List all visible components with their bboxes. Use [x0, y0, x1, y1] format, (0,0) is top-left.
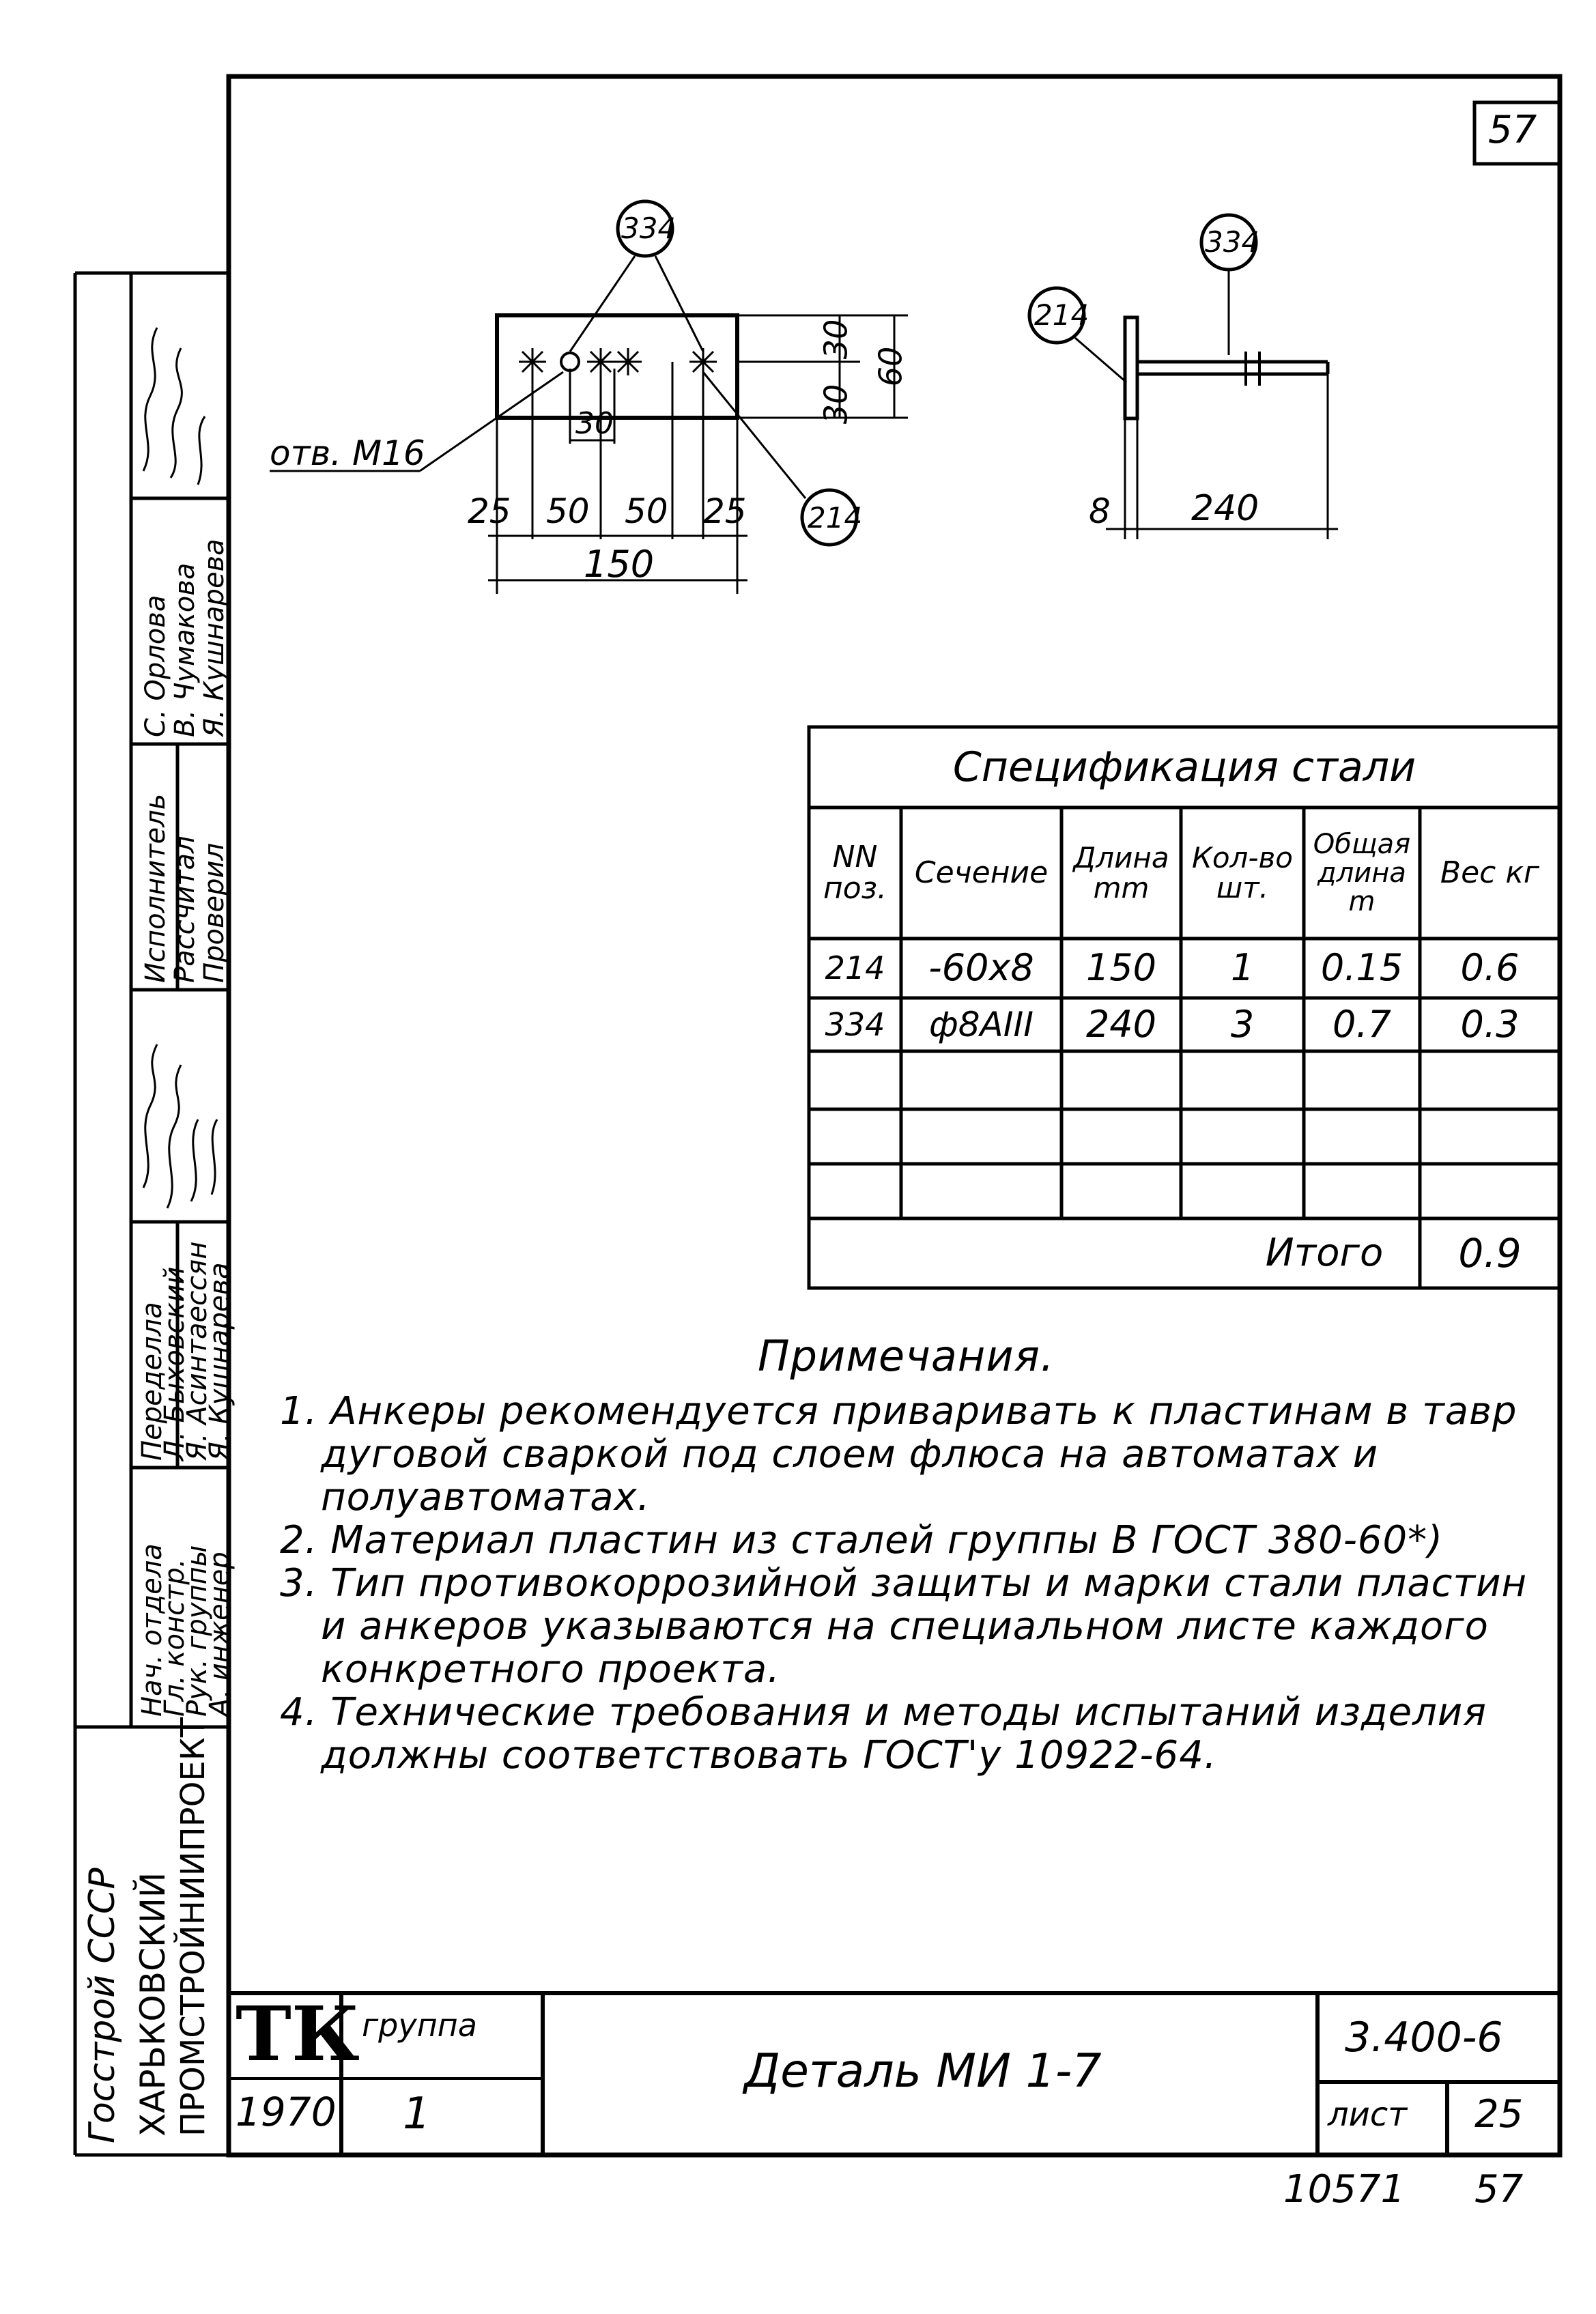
spec-row1-weight: 0.6 — [1460, 946, 1520, 990]
notes-title: Примечания. — [758, 1331, 1055, 1381]
stamp-name-3: Я. Асинтаессян — [182, 1241, 213, 1461]
stamp-role-1: Нач. отдела — [137, 1543, 168, 1717]
spec-header-qty: Кол-во шт. — [1192, 840, 1293, 904]
weld-marks — [519, 348, 717, 375]
dim-30-center: 30 — [575, 406, 614, 441]
spec-row2-pos: 334 — [825, 1005, 885, 1043]
note-line-7: конкретного проекта. — [321, 1647, 780, 1691]
spec-row1-pos: 214 — [825, 949, 885, 987]
bottom-page-number: 57 — [1474, 2167, 1524, 2212]
stamp-role-6: Рассчитал — [169, 835, 201, 983]
spec-total-value: 0.9 — [1458, 1229, 1522, 1276]
dim-8: 8 — [1089, 491, 1111, 531]
plate-view-lines — [270, 201, 908, 594]
callout-334-side-view: 334 — [1205, 225, 1260, 259]
spec-row2-length: 240 — [1085, 1002, 1157, 1046]
logo-tk: ТК — [236, 1990, 360, 2078]
dim-30-bottom: 30 — [817, 384, 855, 425]
dim-25-right: 25 — [703, 491, 747, 531]
dim-150: 150 — [584, 543, 655, 586]
note-line-9: должны соответствовать ГОСТ'у 10922-64. — [321, 1733, 1217, 1777]
stamp-role-3: Рук. группы — [182, 1545, 213, 1717]
series-number: 3.400-6 — [1345, 2014, 1503, 2061]
callout-214-plate-view: 214 — [808, 501, 863, 534]
org-line-2: ХАРЬКОВСКИЙ — [133, 1872, 173, 2137]
spec-header-total-length: Общая длина m — [1313, 829, 1411, 917]
stamp-name-5: С. Орлова — [140, 595, 171, 737]
spec-row2-section: ф8АIII — [928, 1004, 1034, 1044]
spec-table-title: Спецификация стали — [952, 743, 1416, 791]
sheet-value: 25 — [1474, 2092, 1524, 2137]
callout-334-plate-view: 334 — [621, 212, 676, 245]
spec-header-section: Сечение — [914, 855, 1049, 890]
group-label: группа — [362, 2007, 477, 2044]
note-line-8: 4. Технические требования и методы испытаний изделия — [280, 1690, 1487, 1734]
dim-50-a: 50 — [546, 491, 590, 531]
inventory-number: 10571 — [1283, 2167, 1406, 2212]
dim-240: 240 — [1191, 488, 1259, 529]
hole-label: отв. М16 — [270, 433, 425, 473]
callout-214-side-view: 214 — [1034, 298, 1089, 332]
dim-60: 60 — [872, 346, 909, 387]
stamp-name-4: Я. Кушнарева — [204, 1262, 236, 1461]
spec-row2-total-length: 0.7 — [1333, 1002, 1391, 1046]
spec-row1-length: 150 — [1085, 946, 1157, 990]
dim-50-b: 50 — [625, 491, 668, 531]
page-number: 57 — [1488, 108, 1537, 152]
stamp-role-2: Гл. констр. — [159, 1558, 190, 1717]
spec-header-pos: NN поз. — [823, 839, 887, 906]
spec-row2-qty: 3 — [1230, 1002, 1255, 1046]
note-line-2: дуговой сваркой под слоем флюса на автоматах и — [321, 1432, 1379, 1476]
stamp-name-2: Л. Быховский — [159, 1266, 190, 1461]
note-line-4: 2. Материал пластин из сталей группы В ГОСТ 380-60*) — [280, 1518, 1444, 1562]
group-value: 1 — [403, 2089, 431, 2139]
stamp-name-1: Переделла — [137, 1302, 168, 1461]
note-line-5: 3. Тип противокоррозийной защиты и марки стали пластин — [280, 1561, 1528, 1605]
sheet-label: лист — [1328, 2096, 1408, 2134]
stamp-role-4: А. инженер — [204, 1552, 236, 1717]
spec-header-length: Длина mm — [1073, 840, 1169, 904]
note-line-3: полуавтоматах. — [321, 1475, 651, 1519]
spec-header-weight: Вес кг — [1440, 855, 1540, 890]
spec-row1-section: -60x8 — [928, 946, 1034, 990]
side-view-lines — [1029, 215, 1338, 539]
stamp-name-6: В. Чумакова — [169, 562, 201, 737]
stamp-role-7: Проверил — [199, 842, 230, 983]
org-line-3: ПРОМСТРОЙНИИПРОЕКТ — [174, 1717, 212, 2137]
drawing-title: Деталь МИ 1-7 — [744, 2044, 1102, 2098]
year: 1970 — [236, 2089, 337, 2135]
dim-30-top: 30 — [817, 319, 855, 360]
spec-row2-weight: 0.3 — [1460, 1002, 1520, 1046]
note-line-1: 1. Анкеры рекомендуется приваривать к пластинам в тавр — [280, 1389, 1517, 1433]
spec-total-label: Итого — [1265, 1230, 1384, 1275]
org-line-1: Госстрой СССР — [82, 1868, 123, 2143]
signatures — [130, 273, 229, 1468]
stamp-role-5: Исполнитель — [140, 793, 171, 983]
stamp-name-7: Я. Кушнарева — [199, 539, 230, 737]
note-line-6: и анкеров указываются на специальном листе каждого — [321, 1604, 1489, 1648]
spec-row1-total-length: 0.15 — [1320, 946, 1403, 990]
dim-25-left: 25 — [468, 491, 511, 531]
spec-row1-qty: 1 — [1230, 946, 1255, 990]
